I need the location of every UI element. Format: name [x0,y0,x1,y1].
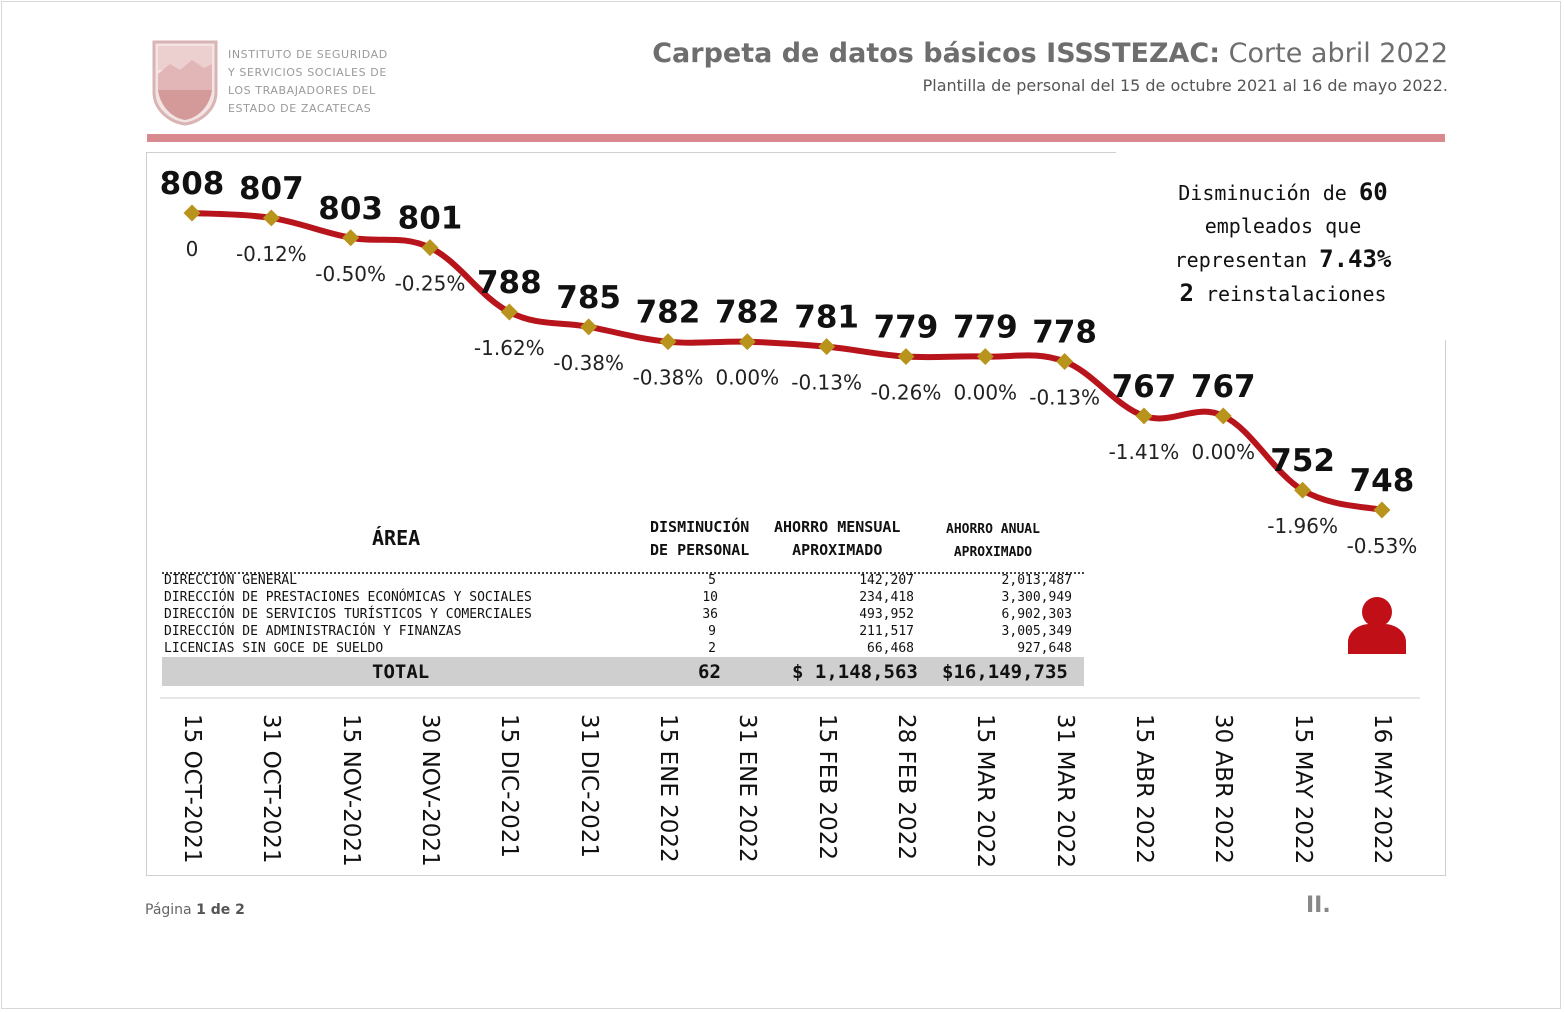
x-tick-label: 31 DIC-2021 [575,714,602,858]
data-point [897,348,914,365]
value-label: 782 [714,294,780,331]
page-subtitle: Plantilla de personal del 15 de octubre 2021 al 16 de mayo 2022. [922,76,1448,95]
table-header-disminucion: DISMINUCIÓN DE PERSONAL [650,518,750,559]
value-label: 785 [556,279,622,316]
value-label: 767 [1111,368,1177,405]
percent-label: -1.62% [473,336,545,360]
x-tick-label: 30 ABR 2022 [1210,714,1237,864]
section-number: II. [1306,893,1331,918]
organization-name: INSTITUTO DE SEGURIDAD Y SERVICIOS SOCIALES DE LOS TRABAJADORES DEL ESTADO DE ZACATECAS [228,48,388,115]
x-tick-label: 15 ENE 2022 [654,714,681,863]
x-tick-label: 31 OCT-2021 [258,714,285,864]
data-point [739,333,756,350]
percent-label: 0.00% [953,380,1018,405]
percent-label: -0.12% [235,241,307,266]
value-label: 781 [794,299,859,336]
table-row: DIRECCIÓN DE PRESTACIONES ECONÓMICAS Y SOCIALES 10 234,418 3,300,949 [164,590,1072,605]
x-tick-label: 15 MAY 2022 [1289,714,1316,865]
percent-label: -0.53% [1346,534,1418,558]
table-header-ahorro-anual: AHORRO ANUAL APROXIMADO [946,522,1040,560]
percent-label: 0.00% [1191,439,1256,464]
data-point [184,205,201,222]
data-point [1135,407,1152,424]
percent-label: -0.25% [394,271,466,296]
x-tick-label: 15 FEB 2022 [813,714,840,860]
value-label: 778 [1032,314,1097,351]
percent-label: -0.38% [632,365,704,390]
value-label: 767 [1190,368,1256,405]
value-label: 782 [635,294,701,331]
percent-label: -0.50% [315,261,387,286]
value-label: 779 [952,309,1018,346]
table-row: DIRECCIÓN GENERAL 5 142,207 2,013,487 [164,573,1072,588]
summary-note: Disminución de 60 empleados que representan 7.43% 2 reinstalaciones [1174,178,1392,307]
x-tick-label: 15 NOV-2021 [337,714,364,867]
data-point [659,333,676,350]
x-tick-label: 30 NOV-2021 [416,714,443,867]
percent-label: 0.00% [715,365,780,390]
data-point [1373,502,1390,519]
axis-separator [160,697,1420,699]
data-point [580,318,597,335]
value-label: 779 [873,309,939,346]
x-tick-label: 31 MAR 2022 [1051,714,1078,868]
x-tick-label: 15 MAR 2022 [972,714,999,868]
x-tick-label: 15 ABR 2022 [1130,714,1157,864]
table-header-area: ÁREA [372,526,421,550]
value-label: 801 [397,200,463,237]
x-tick-label: 28 FEB 2022 [892,714,919,860]
value-label: 788 [476,265,542,301]
value-label: 752 [1270,443,1335,480]
value-label: 803 [318,190,384,227]
person-icon [1346,596,1408,654]
percent-label: -0.13% [791,370,863,395]
percent-label: -1.96% [1267,514,1339,539]
table-row: DIRECCIÓN DE ADMINISTRACIÓN Y FINANZAS 9 211,517 3,005,349 [164,624,1072,639]
x-tick-label: 15 OCT-2021 [179,714,205,864]
x-tick-label: 16 MAY 2022 [1368,714,1395,865]
data-point [342,229,359,246]
table-row: LICENCIAS SIN GOCE DE SUELDO 2 66,468 927,648 [164,641,1072,656]
percent-label: -0.13% [1029,385,1101,410]
percent-label: -0.26% [870,380,942,405]
table-total-row: TOTAL 62 $ 1,148,563 $16,149,735 [162,657,1084,686]
value-label: 808 [159,166,225,202]
percent-label: 0 [185,237,199,261]
table-row: DIRECCIÓN DE SERVICIOS TURÍSTICOS Y COMERCIALES 36 493,952 6,902,303 [164,607,1072,622]
x-tick-label: 15 DIC-2021 [496,714,523,858]
page-indicator: Página 1 de 2 [145,902,245,918]
data-point [818,338,835,355]
data-point [263,209,280,226]
page-title: Carpeta de datos básicos ISSSTEZAC: Corte abril 2022 [652,38,1448,69]
x-tick-label: 31 ENE 2022 [734,714,761,863]
table-header-ahorro-mensual: AHORRO MENSUAL APROXIMADO [774,518,901,559]
percent-label: -1.41% [1108,439,1180,464]
percent-label: -0.38% [553,350,625,375]
value-label: 807 [238,170,304,207]
data-point [977,348,994,365]
value-label: 748 [1349,463,1415,499]
